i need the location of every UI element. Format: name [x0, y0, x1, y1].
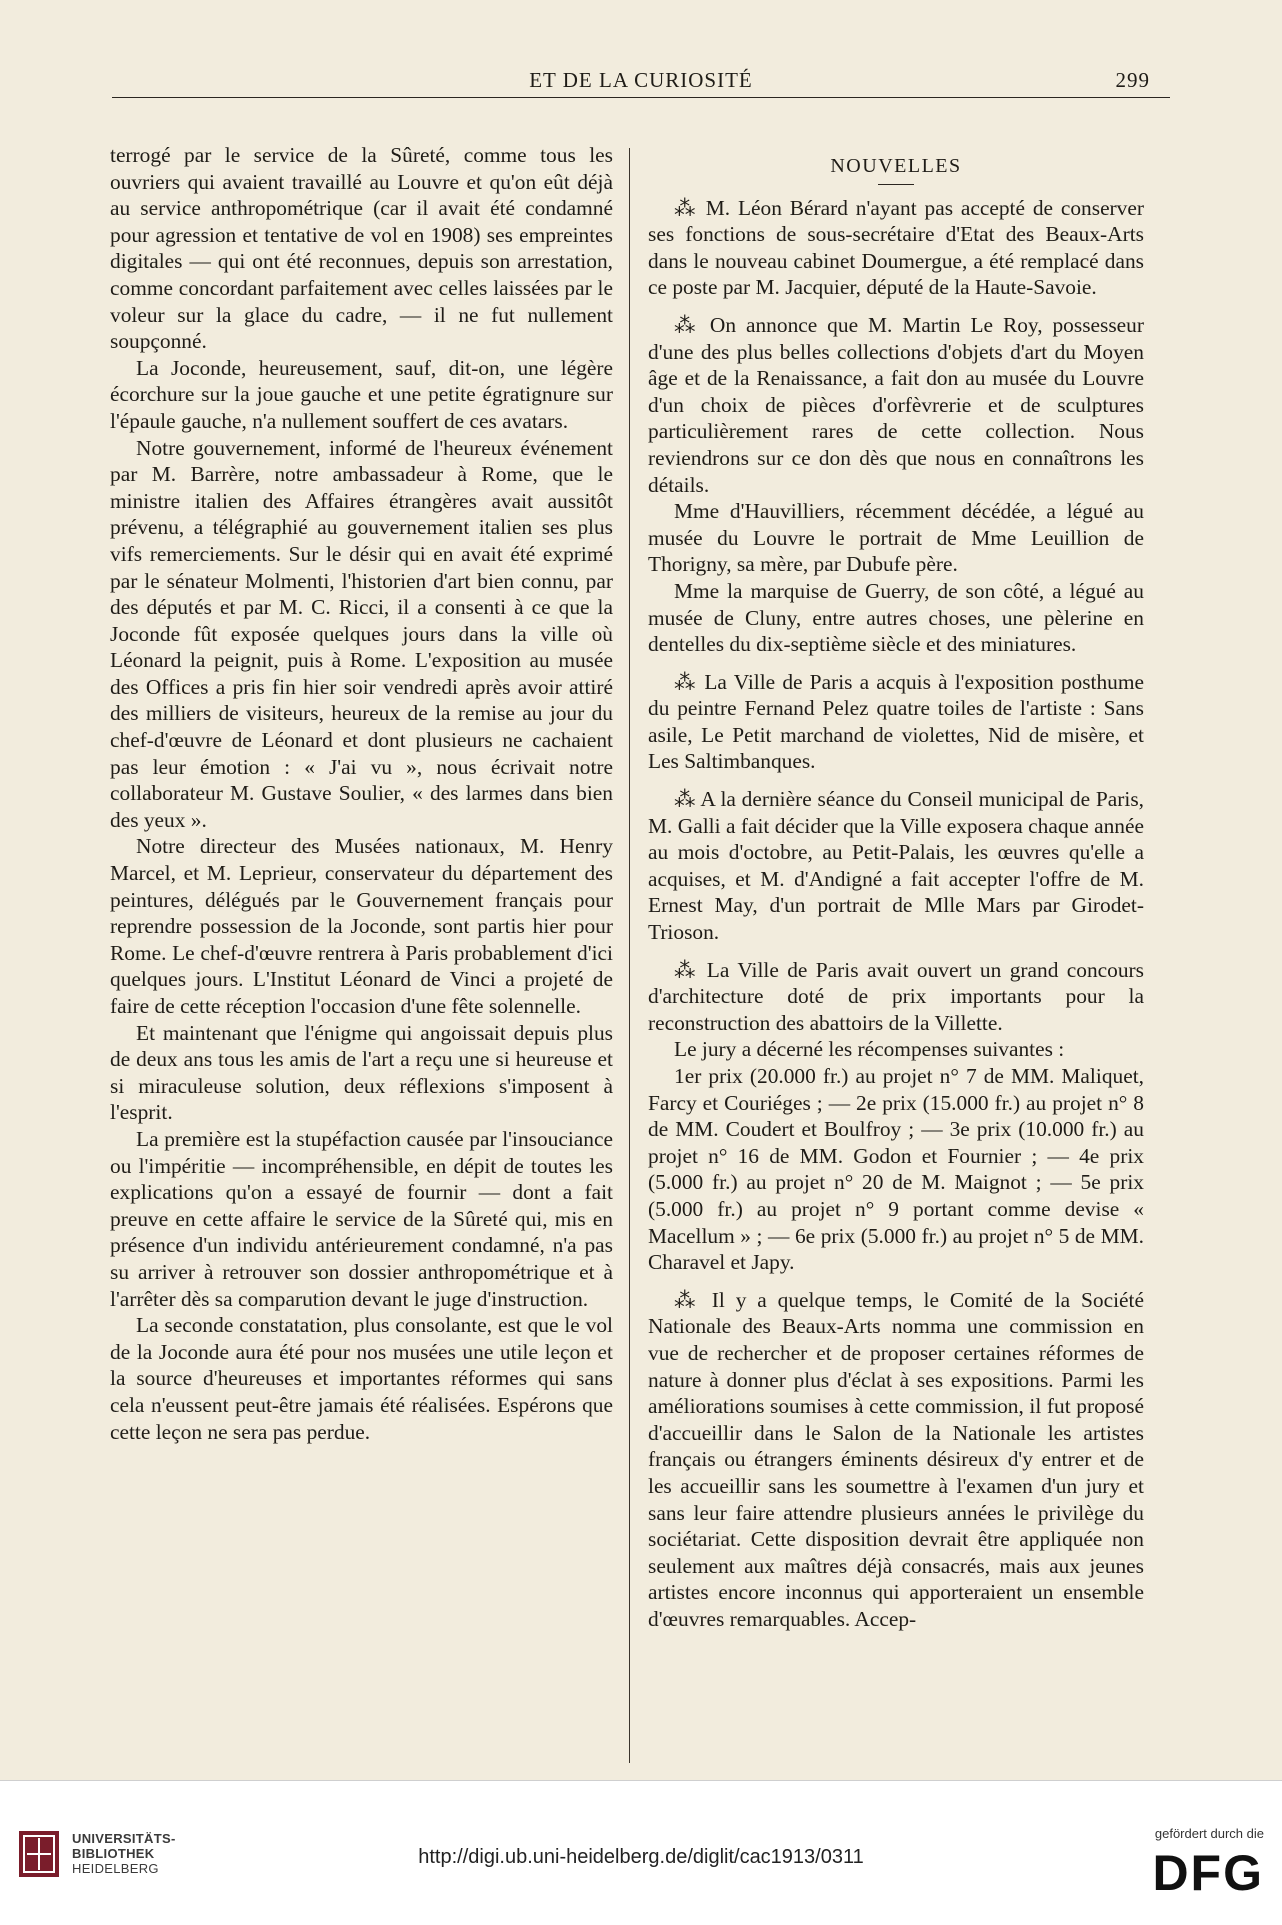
- news-item: Mme la marquise de Guerry, de son côté, a légué au musée de Cluny, entre autres choses, une pèlerine en dentelles du dix-septième siècle et des miniatures.: [648, 578, 1144, 657]
- news-item: ⁂ La Ville de Paris avait ouvert un grand concours d'architecture doté de prix importants pour la reconstruction des abattoirs de la Villette.: [648, 957, 1144, 1035]
- news-item: ⁂ La Ville de Paris a acquis à l'exposition posthume du peintre Fernand Pelez quatre toiles de l'artiste : Sans asile, Le Petit marchand de violettes, Nid de misère, et Les Saltimbanques.: [648, 669, 1144, 774]
- article-paragraph: Et maintenant que l'énigme qui angoissait depuis plus de deux ans tous les amis de l'art a reçu une si heureuse et si miraculeuse solution, deux réflexions s'imposent à l'esprit.: [110, 1020, 613, 1125]
- library-name-line: HEIDELBERG: [72, 1861, 159, 1876]
- left-column: [110, 142, 613, 1445]
- news-item: ⁂ A la dernière séance du Conseil municipal de Paris, M. Galli a fait décider que la Ville exposera chaque année au mois d'octobre, au Petit-Palais, les œuvres qu'elle a acquises, et M. d'Andigné a fait accepter l'offre de M. Ernest May, d'un portrait de Mlle Mars par Girodet-Trioson.: [648, 787, 1144, 945]
- library-name-line: BIBLIOTHEK: [72, 1846, 155, 1861]
- header-rule: [112, 97, 1170, 98]
- news-item: ⁂ On annonce que M. Martin Le Roy, possesseur d'une des plus belles collections d'objets d'art du Moyen âge et de la Renaissance, a fait don au musée du Louvre d'un choix de pièces d'orfèvrerie et de sculptures particulièrement rares de cette collection. Nous reviendrons sur ce don dès que nous en connaîtrons les détails.: [648, 312, 1144, 497]
- footer-rule: [0, 1780, 1282, 1781]
- library-name-line: UNIVERSITÄTS-: [72, 1831, 176, 1846]
- article-paragraph: terrogé par le service de la Sûreté, comme tous les ouvriers qui avaient travaillé au Louvre et qu'on eût déjà au service anthropométrique (car il avait été condamné pour agression et tentative de vol en 1908) ses empreintes digitales — qui ont été reconnues, depuis son arrestation, comme concordant parfaitement avec celles laissées par le voleur sur la glace du cadre, — il ne fut nullement soupçonné.: [110, 143, 613, 354]
- section-heading: NOUVELLES: [830, 155, 962, 177]
- article-paragraph: Notre gouvernement, informé de l'heureux événement par M. Barrère, notre ambassadeur à Rome, que le ministre italien des Affaires étrangères avait aussitôt prévenu, a télégraphié au gouvernement italien ses plus vifs remerciements. Sur le désir qui en avait été exprimé par le sénateur Molmenti, l'historien d'art bien connu, par des députés et par M. C. Ricci, il a consenti à ce que la Joconde fût exposée quelques jours dans la ville où Léonard la peignit, puis à Rome. L'exposition au musée des Offices a pris fin hier soir vendredi après avoir attiré des milliers de visiteurs, heureux de la remise au jour du chef-d'œuvre de Léonard et dont plusieurs ne cachaient pas leur émotion : « J'ai vu », nous écrivait notre collaborateur M. Gustave Soulier, « des larmes dans bien des yeux ».: [110, 435, 613, 832]
- news-item: Le jury a décerné les récompenses suivantes :: [674, 1037, 1065, 1062]
- running-title: ET DE LA CURIOSITÉ: [529, 68, 753, 92]
- right-column: [648, 153, 1144, 1632]
- permalink-url[interactable]: http://digi.ub.uni-heidelberg.de/diglit/cac1913/0311: [418, 1846, 864, 1868]
- article-paragraph: Notre directeur des Musées nationaux, M. Henry Marcel, et M. Leprieur, conservateur du département des peintures, délégués par le Gouvernement français pour reprendre possession de la Joconde, sont partis hier pour Rome. Le chef-d'œuvre rentrera à Paris probablement d'ici quelques jours. L'Institut Léonard de Vinci a projeté de faire de cette réception l'occasion d'une fête solennelle.: [110, 834, 613, 1018]
- viewer-footer: [0, 1780, 1282, 1925]
- news-item: Mme d'Hauvilliers, récemment décédée, a légué au musée du Louvre le portrait de Mme Leuillion de Thorigny, sa mère, par Dubufe père.: [648, 499, 1144, 577]
- article-paragraph: La seconde constatation, plus consolante, est que le vol de la Joconde aura été pour nos musées une utile leçon et la source d'heureuses et importantes réformes qui sans cela n'eussent peut-être jamais été réalisées. Espérons que cette leçon ne sera pas perdue.: [110, 1313, 613, 1444]
- heading-dash: [878, 184, 914, 185]
- article-paragraph: La première est la stupéfaction causée par l'insouciance ou l'impéritie — incompréhensible, en dépit de toutes les explications qu'on a essayé de fournir — dont a fait preuve en cette affaire le service de la Sûreté qui, mis en présence d'un individu antérieurement condamné, n'a pas su arriver à retrouver son dossier anthropométrique et à l'arrêter dès sa comparution devant le juge d'instruction.: [110, 1126, 613, 1311]
- dfg-logo[interactable]: DFG: [1152, 1845, 1264, 1901]
- column-divider: [629, 148, 630, 1763]
- page-number: 299: [1115, 68, 1150, 92]
- news-item: ⁂ Il y a quelque temps, le Comité de la Société Nationale des Beaux-Arts nomma une commission en vue de rechercher et de proposer certaines réformes de nature à donner plus d'éclat à ses expositions. Parmi les améliorations soumises à cette commission, il fut proposé d'accueillir dans le Salon de la Nationale les artistes français ou étrangers éminents désireux d'y entrer et de les accueillir sans les soumettre à l'examen d'un jury et sans leur faire attendre plusieurs années le privilège du sociétariat. Cette disposition devrait être appliquée non seulement aux maîtres déjà consacrés, mais aux jeunes artistes encore inconnus qui apporteraient un ensemble d'œuvres remarquables. Accep-: [648, 1287, 1144, 1631]
- news-item: 1er prix (20.000 fr.) au projet n° 7 de MM. Maliquet, Farcy et Couriéges ; — 2e prix (15.000 fr.) au projet n° 8 de MM. Coudert et Boulfroy ; — 3e prix (10.000 fr.) au projet n° 16 de MM. Godon et Fournier ; — 4e prix (5.000 fr.) au projet n° 20 de M. Maignot ; — 5e prix (5.000 fr.) au projet n° 9 portant comme devise « Macellum » ; — 6e prix (5.000 fr.) au projet n° 5 de MM. Charavel et Japy.: [648, 1064, 1144, 1275]
- running-head: [0, 68, 1282, 98]
- news-item: ⁂ M. Léon Bérard n'ayant pas accepté de conserver ses fonctions de sous-secrétaire d'Etat des Beaux-Arts dans le nouveau cabinet Doumergue, a été remplacé dans ce poste par M. Jacquier, député de la Haute-Savoie.: [648, 195, 1144, 300]
- article-paragraph: La Joconde, heureusement, sauf, dit-on, une légère écorchure sur la joue gauche et une petite égratignure sur l'épaule gauche, n'a nullement souffert de ces avatars.: [110, 355, 613, 433]
- funded-by-label: gefördert durch die: [1154, 1826, 1264, 1841]
